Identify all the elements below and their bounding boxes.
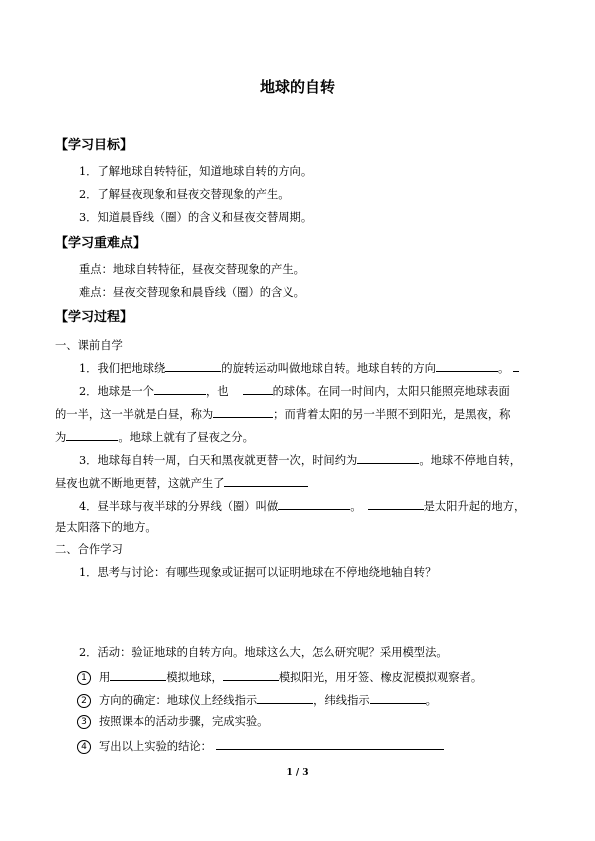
section-process-heading: 【学习过程】: [55, 310, 134, 325]
goal-item-3: 3．知道晨昏线（圈）的含义和昼夜交替周期。: [79, 211, 313, 224]
part1-question-4-line-1: 4．昼半球与夜半球的分界线（圈）叫做 。 是太阳升起的地方，: [79, 500, 526, 513]
blank-rotation-direction[interactable]: [436, 360, 498, 372]
activity-step-4: 4 写出以上实验的结论：: [77, 738, 444, 754]
part1-question-2-line-1: 2．地球是一个 ，也 的球体。在同一时间内，太阳只能照亮地球表面: [79, 385, 510, 398]
circled-number-4: 4: [77, 740, 91, 754]
blank-day-night-alternation[interactable]: [224, 475, 308, 487]
blank-sunlight-model[interactable]: [223, 669, 279, 681]
blank-dawn-line[interactable]: [368, 498, 424, 510]
circled-number-3: 3: [77, 715, 91, 729]
blank-meridian-direction[interactable]: [257, 692, 313, 704]
key-point-difficult: 难点：昼夜交替现象和晨昏线（圈）的含义。: [79, 286, 305, 299]
part1-question-3-line-2: 昼夜也就不断地更替，这就产生了: [55, 475, 308, 491]
blank-rotation-axis[interactable]: [165, 360, 221, 372]
part1-question-4-line-2: 是太阳落下的地方。: [55, 521, 157, 534]
page-title: 地球的自转: [259, 78, 335, 96]
blank-mark: [513, 360, 519, 372]
blank-rotation-period[interactable]: [357, 452, 419, 464]
part1-question-2-line-3: 为 。地球上就有了昼夜之分。: [55, 431, 254, 444]
section-goals-heading: 【学习目标】: [55, 138, 134, 153]
activity-step-3: 3 按照课本的活动步骤，完成实验。: [77, 715, 268, 729]
blank-day-hemisphere[interactable]: [213, 406, 273, 418]
goal-item-1: 1．了解地球自转特征，知道地球自转的方向。: [79, 165, 313, 178]
part1-question-1: 1．我们把地球绕 的旋转运动叫做地球自转。地球自转的方向 。: [79, 360, 519, 376]
blank-earth-model[interactable]: [110, 669, 166, 681]
part2-question-1: 1．思考与讨论：有哪些现象或证据可以证明地球在不停地绕地轴自转？: [79, 566, 437, 579]
circled-number-1: 1: [77, 671, 91, 685]
part1-question-3-line-1: 3．地球每自转一周，白天和黑夜就更替一次，时间约为 。地球不停地自转，: [79, 454, 522, 467]
blank-earth-shape[interactable]: [154, 383, 206, 395]
part1-question-2-line-2: 的一半，这一半就是白昼，称为 ；而背着太阳的另一半照不到阳光，是黑夜，称: [55, 408, 511, 421]
blank-parallel-direction[interactable]: [370, 692, 426, 704]
activity-step-2: 2 方向的确定：地球仪上经线指示 ，纬线指示 。: [77, 692, 437, 708]
section-key-points-heading: 【学习重难点】: [55, 236, 147, 251]
blank-opaque[interactable]: [243, 383, 273, 395]
page-number: 1 / 3: [286, 768, 309, 778]
part2-heading: 二、合作学习: [55, 543, 123, 556]
activity-step-1: 1 用 模拟地球， 模拟阳光，用牙签、橡皮泥模拟观察者。: [77, 669, 482, 685]
blank-experiment-conclusion[interactable]: [216, 738, 444, 750]
key-point-important: 重点：地球自转特征，昼夜交替现象的产生。: [79, 263, 305, 276]
goal-item-2: 2．了解昼夜现象和昼夜交替现象的产生。: [79, 188, 290, 201]
circled-number-2: 2: [77, 694, 91, 708]
blank-night-hemisphere[interactable]: [66, 429, 118, 441]
part1-heading: 一、课前自学: [55, 339, 123, 352]
blank-terminator[interactable]: [278, 498, 350, 510]
part2-question-2: 2．活动：验证地球的自转方向。地球这么大，怎么研究呢？采用模型法。: [79, 646, 448, 659]
